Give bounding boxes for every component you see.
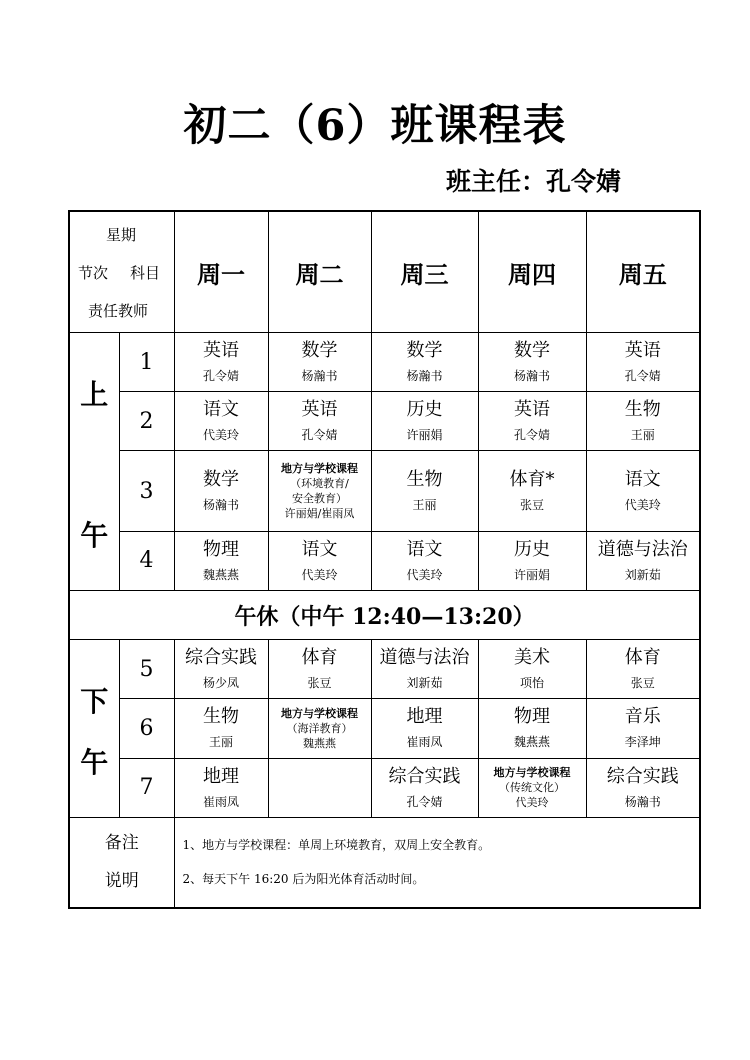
schedule-cell bbox=[174, 758, 268, 817]
schedule-cell bbox=[174, 392, 268, 451]
afternoon-group-char-2: 午 bbox=[80, 746, 109, 779]
notes-label-cell bbox=[69, 818, 174, 908]
day-header-wed: 周三 bbox=[371, 211, 478, 333]
teacher-name: 代美玲 bbox=[301, 567, 338, 582]
teacher-name: 王丽 bbox=[630, 428, 655, 443]
period-number: 4 bbox=[119, 531, 174, 590]
schedule-cell bbox=[478, 333, 586, 392]
schedule-cell bbox=[268, 392, 371, 451]
schedule-cell bbox=[174, 531, 268, 590]
subject-name: 生物 bbox=[624, 399, 661, 421]
notes-label-remark: 备注 bbox=[104, 833, 139, 854]
subject-name: 道德与法治 bbox=[379, 647, 470, 669]
note-line: 2、每天下午 16:20 后为阳光体育活动时间。 bbox=[182, 872, 425, 887]
teacher-name: 李泽坤 bbox=[624, 735, 661, 750]
special-course-teacher: 许丽娟/崔雨凤 bbox=[284, 507, 355, 521]
corner-subject-label: 科目 bbox=[130, 264, 161, 282]
corner-header bbox=[69, 211, 174, 333]
subject-name: 数学 bbox=[203, 469, 239, 491]
teacher-name: 杨瀚书 bbox=[624, 794, 661, 809]
special-course-detail: 代美玲 bbox=[515, 796, 549, 810]
schedule-cell bbox=[478, 531, 586, 590]
special-course-title: 地方与学校课程 bbox=[281, 706, 358, 720]
special-course-title: 地方与学校课程 bbox=[493, 766, 571, 780]
subject-name: 美术 bbox=[514, 647, 550, 669]
schedule-table bbox=[68, 210, 701, 909]
schedule-cell bbox=[174, 699, 268, 758]
day-header-thu: 周四 bbox=[478, 211, 586, 333]
morning-group-char-2: 午 bbox=[80, 519, 109, 552]
schedule-cell bbox=[371, 451, 478, 531]
morning-group-label bbox=[69, 333, 119, 591]
page-title: 初二（6）班课程表 bbox=[183, 101, 567, 151]
note-line: 1、地方与学校课程：单周上环境教育，双周上安全教育。 bbox=[182, 838, 491, 853]
schedule-cell bbox=[586, 699, 700, 758]
period-row bbox=[69, 699, 700, 758]
notes-row bbox=[69, 818, 700, 908]
schedule-cell bbox=[478, 392, 586, 451]
special-course-detail: 安全教育） bbox=[292, 492, 347, 506]
teacher-name: 杨瀚书 bbox=[202, 498, 239, 513]
day-header-tue: 周二 bbox=[268, 211, 371, 333]
subject-name: 数学 bbox=[514, 340, 550, 362]
subject-name: 综合实践 bbox=[606, 765, 679, 787]
notes-label-explain: 说明 bbox=[104, 871, 139, 892]
schedule-cell bbox=[586, 758, 700, 817]
special-course-topic: （环境教育/ bbox=[290, 477, 349, 491]
schedule-cell bbox=[268, 333, 371, 392]
teacher-name: 张豆 bbox=[630, 676, 655, 691]
corner-period-label: 节次 bbox=[78, 264, 109, 282]
schedule-cell bbox=[268, 758, 371, 817]
teacher-name: 杨少凤 bbox=[202, 676, 239, 691]
teacher-name: 刘新茹 bbox=[624, 567, 661, 582]
teacher-name: 代美玲 bbox=[406, 567, 443, 582]
subject-name: 综合实践 bbox=[185, 647, 257, 669]
subject-name: 物理 bbox=[203, 538, 239, 560]
period-row bbox=[69, 531, 700, 590]
teacher-name: 杨瀚书 bbox=[301, 369, 338, 384]
afternoon-group-label bbox=[69, 640, 119, 818]
subject-name: 体育 bbox=[624, 647, 661, 669]
schedule-cell bbox=[268, 531, 371, 590]
period-number: 3 bbox=[119, 451, 174, 531]
special-course-detail: 魏燕燕 bbox=[303, 736, 336, 750]
teacher-name: 孔令婧 bbox=[513, 428, 550, 443]
schedule-cell bbox=[371, 640, 478, 699]
schedule-cell bbox=[586, 451, 700, 531]
schedule-cell bbox=[371, 392, 478, 451]
teacher-name: 魏燕燕 bbox=[202, 567, 239, 582]
period-number: 5 bbox=[119, 640, 174, 699]
schedule-cell bbox=[371, 531, 478, 590]
special-course-title: 地方与学校课程 bbox=[281, 462, 358, 476]
teacher-name: 刘新茹 bbox=[406, 676, 443, 691]
schedule-cell bbox=[586, 333, 700, 392]
teacher-name: 许丽娟 bbox=[513, 567, 550, 582]
subject-name: 地理 bbox=[406, 706, 443, 728]
period-row bbox=[69, 392, 700, 451]
teacher-name: 代美玲 bbox=[202, 428, 239, 443]
corner-weekday-label: 星期 bbox=[106, 226, 137, 244]
subject-name: 地理 bbox=[203, 765, 239, 787]
subject-name: 历史 bbox=[514, 538, 550, 560]
period-row bbox=[69, 758, 700, 817]
corner-teacher-label: 责任教师 bbox=[88, 302, 149, 320]
period-number: 7 bbox=[119, 758, 174, 817]
afternoon-group-char-1: 下 bbox=[80, 685, 109, 718]
subject-name: 历史 bbox=[406, 399, 443, 421]
header-row bbox=[69, 211, 700, 333]
subject-name: 英语 bbox=[514, 399, 550, 421]
subject-name: 英语 bbox=[301, 399, 338, 421]
teacher-name: 王丽 bbox=[208, 735, 233, 750]
teacher-name: 孔令婧 bbox=[202, 369, 239, 384]
subject-name: 综合实践 bbox=[388, 765, 461, 787]
schedule-cell bbox=[174, 640, 268, 699]
teacher-name: 许丽娟 bbox=[406, 428, 443, 443]
head-teacher: 班主任：孔令婧 bbox=[446, 167, 622, 196]
day-header-mon: 周一 bbox=[174, 211, 268, 333]
subject-name: 数学 bbox=[301, 340, 338, 362]
teacher-name: 项怡 bbox=[519, 676, 544, 691]
period-row bbox=[69, 640, 700, 699]
schedule-cell bbox=[371, 699, 478, 758]
subject-name: 语文 bbox=[624, 469, 661, 491]
schedule-cell bbox=[478, 451, 586, 531]
teacher-name: 孔令婧 bbox=[624, 369, 661, 384]
schedule-cell bbox=[586, 392, 700, 451]
subject-name: 数学 bbox=[406, 340, 443, 362]
period-number: 6 bbox=[119, 699, 174, 758]
teacher-name: 张豆 bbox=[307, 676, 332, 691]
subject-name: 语文 bbox=[406, 538, 443, 560]
subject-name: 英语 bbox=[203, 340, 239, 362]
subject-name: 道德与法治 bbox=[597, 538, 688, 560]
schedule-cell bbox=[586, 640, 700, 699]
day-header-fri: 周五 bbox=[586, 211, 700, 333]
subject-name: 语文 bbox=[301, 538, 338, 560]
subject-name: 英语 bbox=[624, 340, 661, 362]
schedule-cell bbox=[586, 531, 700, 590]
schedule-cell bbox=[174, 333, 268, 392]
teacher-name: 孔令婧 bbox=[406, 794, 443, 809]
subject-name: 生物 bbox=[406, 469, 443, 491]
special-course-topic: （海洋教育） bbox=[286, 721, 353, 735]
noon-break-row bbox=[69, 591, 700, 640]
schedule-cell bbox=[478, 758, 586, 817]
teacher-name: 杨瀚书 bbox=[406, 369, 443, 384]
subject-name: 音乐 bbox=[624, 706, 661, 728]
subject-name: 生物 bbox=[203, 706, 239, 728]
teacher-name: 崔雨凤 bbox=[202, 794, 239, 809]
teacher-name: 张豆 bbox=[519, 498, 544, 513]
subject-name: 体育 bbox=[301, 647, 338, 669]
period-row bbox=[69, 333, 700, 392]
schedule-cell bbox=[268, 699, 371, 758]
subject-name: 语文 bbox=[203, 399, 239, 421]
teacher-name: 王丽 bbox=[412, 498, 437, 513]
special-course-topic: （传统文化） bbox=[499, 781, 565, 795]
period-number: 1 bbox=[119, 333, 174, 392]
schedule-cell bbox=[268, 640, 371, 699]
schedule-cell bbox=[478, 640, 586, 699]
schedule-cell bbox=[174, 451, 268, 531]
teacher-name: 魏燕燕 bbox=[513, 735, 550, 750]
morning-group-char-1: 上 bbox=[80, 378, 109, 411]
schedule-cell bbox=[478, 699, 586, 758]
subject-name: 体育* bbox=[509, 469, 555, 491]
noon-break: 午休（中午 12:40—13:20） bbox=[69, 591, 700, 640]
teacher-name: 杨瀚书 bbox=[513, 369, 550, 384]
schedule-cell bbox=[268, 451, 371, 531]
teacher-name: 孔令婧 bbox=[301, 428, 338, 443]
period-number: 2 bbox=[119, 392, 174, 451]
schedule-cell bbox=[371, 758, 478, 817]
teacher-name: 崔雨凤 bbox=[406, 735, 443, 750]
notes-content bbox=[174, 818, 700, 908]
subject-name: 物理 bbox=[514, 706, 550, 728]
teacher-name: 代美玲 bbox=[624, 498, 661, 513]
schedule-cell bbox=[371, 333, 478, 392]
period-row bbox=[69, 451, 700, 531]
